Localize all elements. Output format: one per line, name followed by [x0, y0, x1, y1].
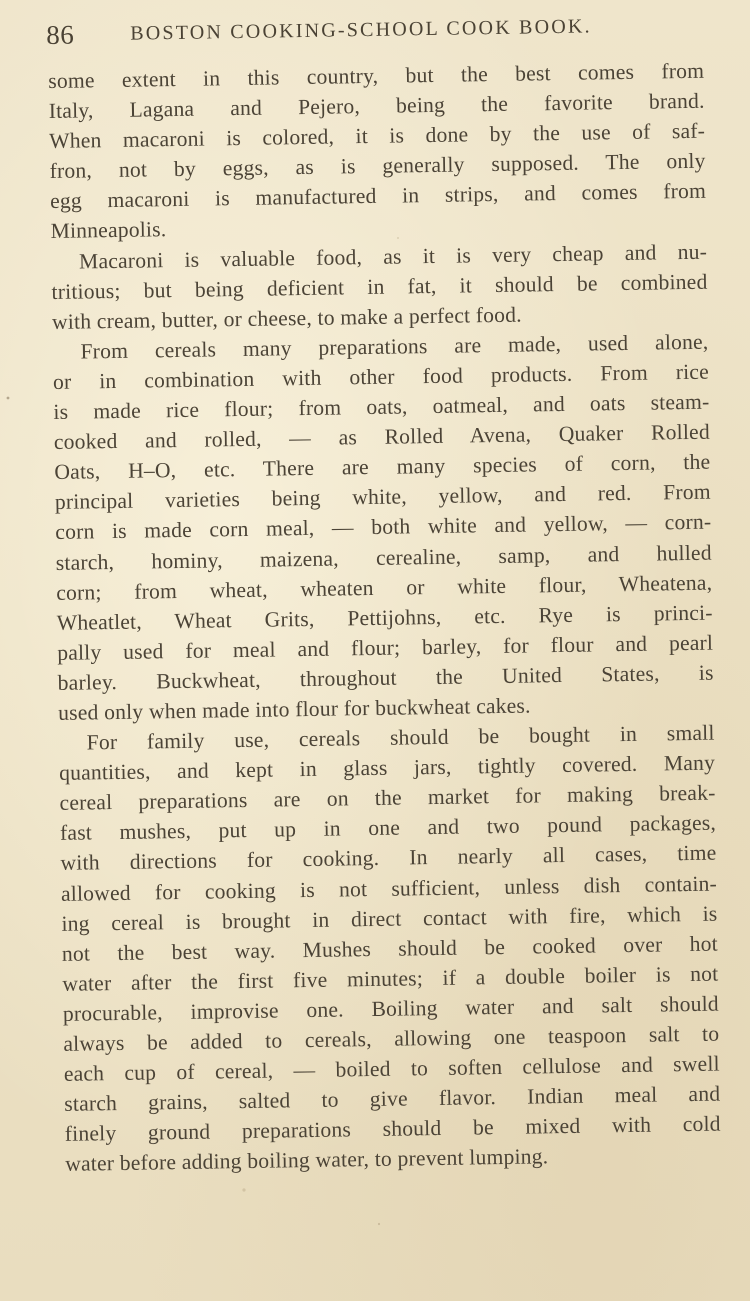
text-line: some extent in this country, but the best comes from [48, 58, 705, 93]
text-line: Italy, Lagana and Pejero, being the favorite brand. [48, 88, 705, 124]
text-line: barley. Buckwheat, throughout the United States, is [57, 660, 714, 695]
text-line: cooked and rolled, — as Rolled Avena, Quaker Rolled [53, 419, 711, 455]
body-text [48, 56, 721, 1180]
text-line: with cream, butter, or cheese, to make a perfect food. [51, 302, 522, 334]
text-line: corn; from wheat, wheaten or white flour, Wheatena, [56, 570, 713, 605]
running-head [46, 8, 710, 54]
running-title: BOSTON COOKING-SCHOOL COOK BOOK. [130, 15, 592, 45]
text-line: each cup of cereal, — boiled to soften cellulose and swell [63, 1051, 720, 1086]
text-line: starch, hominy, maizena, cerealine, samp, and hulled [55, 540, 712, 575]
text-line: From cereals many preparations are made, used alone, [80, 329, 709, 364]
text-line: principal varieties being white, yellow, and red. From [54, 479, 711, 515]
text-line: used only when made into flour for buckwheat cakes. [57, 693, 531, 725]
text-line: starch grains, salted to give flavor. Indian meal and [64, 1081, 721, 1117]
text-line: with directions for cooking. In nearly all cases, time [60, 841, 717, 876]
text-line: cereal preparations are on the market for making break- [59, 780, 716, 816]
text-line: water before adding boiling water, to prevent lumping. [65, 1144, 549, 1177]
text-line: Minneapolis. [50, 217, 167, 244]
text-line: Macaroni is valuable food, as it is very cheap and nu- [78, 239, 708, 274]
text-line: For family use, cereals should be bought in small [86, 720, 715, 755]
text-line: ing cereal is brought in direct contact with fire, which is [61, 901, 718, 936]
text-line: procurable, improvise one. Boiling water and salt should [62, 991, 719, 1026]
text-line: pally used for meal and flour; barley, for flour and pearl [57, 630, 714, 665]
text-line: is made rice flour; from oats, oatmeal, and oats steam- [53, 389, 710, 424]
paragraph [52, 327, 714, 728]
text-line: or in combination with other food products. From rice [52, 359, 710, 394]
text-line: quantities, and kept in glass jars, tightly covered. Many [58, 750, 716, 786]
paragraph [58, 718, 721, 1180]
text-line: not the best way. Mushes should be cooked over hot [61, 931, 719, 966]
text-line: fast mushes, put up in one and two pound packages, [59, 810, 717, 846]
paragraph [48, 56, 707, 247]
text-line: Wheatlet, Wheat Grits, Pettijohns, etc. Rye is princi- [56, 600, 713, 635]
text-line: egg macaroni is manufactured in strips, and comes from [49, 179, 707, 214]
text-line: finely ground preparations should be mixed with cold [64, 1111, 721, 1147]
text-line: When macaroni is colored, it is done by the use of saf- [48, 118, 706, 154]
text-line: always be added to cereals, allowing one teaspoon salt to [63, 1021, 720, 1056]
paragraph [51, 236, 708, 337]
text-line: tritious; but being deficient in fat, it should be combined [51, 269, 708, 304]
text-line: fron, not by eggs, as is generally supposed. The only [49, 148, 706, 184]
text-line: Oats, H–O, etc. There are many species of corn, the [54, 449, 711, 485]
page-number: 86 [46, 19, 75, 50]
text-line: allowed for cooking is not sufficient, unless dish contain- [60, 871, 718, 906]
text-line: corn is made corn meal, — both white and yellow, — corn- [55, 510, 712, 545]
text-line: water after the first five minutes; if a double boiler is not [62, 961, 719, 996]
